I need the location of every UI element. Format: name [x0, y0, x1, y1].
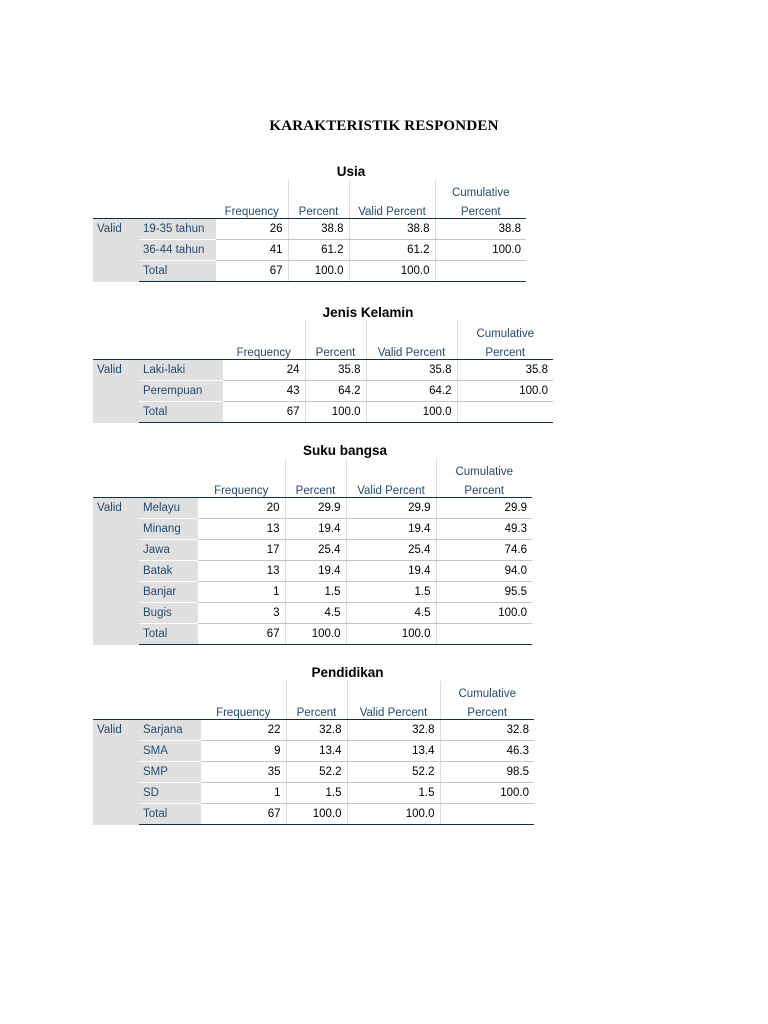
category-label: 19-35 tahun	[139, 219, 216, 240]
cell-frequency: 17	[198, 540, 285, 561]
category-label: SD	[139, 783, 201, 804]
header-percent: Percent	[305, 340, 366, 360]
category-label: SMP	[139, 762, 201, 783]
cell-percent: 1.5	[286, 783, 347, 804]
table-row	[93, 261, 526, 282]
header-blank	[305, 321, 366, 340]
header-blank	[366, 321, 457, 340]
table-row	[93, 240, 526, 261]
header-frequency: Frequency	[198, 478, 285, 498]
table-row	[93, 603, 532, 624]
category-label: Total	[139, 261, 216, 282]
header-blank	[139, 321, 223, 340]
cell-cumulative: 38.8	[435, 219, 526, 240]
header-blank	[93, 340, 139, 360]
valid-label: Valid	[93, 360, 139, 423]
cell-frequency: 13	[198, 519, 285, 540]
cell-valid-percent: 64.2	[366, 381, 457, 402]
cell-percent: 100.0	[288, 261, 349, 282]
cell-frequency: 35	[201, 762, 286, 783]
cell-frequency: 13	[198, 561, 285, 582]
category-label: Total	[139, 624, 198, 645]
cell-frequency: 24	[223, 360, 305, 381]
table-title: Suku bangsa	[302, 443, 388, 458]
cell-cumulative: 29.9	[436, 498, 532, 519]
cell-cumulative: 35.8	[457, 360, 553, 381]
cell-percent: 35.8	[305, 360, 366, 381]
cell-percent: 100.0	[305, 402, 366, 423]
header-blank	[139, 700, 201, 720]
category-label: Melayu	[139, 498, 198, 519]
category-label: Banjar	[139, 582, 198, 603]
header-blank	[288, 180, 349, 199]
frequency-table	[93, 681, 534, 825]
valid-label: Valid	[93, 498, 139, 645]
table-row	[93, 360, 553, 381]
cell-frequency: 41	[216, 240, 288, 261]
cell-valid-percent: 61.2	[349, 240, 435, 261]
header-blank	[93, 321, 139, 340]
cell-cumulative: 98.5	[440, 762, 534, 783]
header-blank	[93, 199, 139, 219]
table-row	[93, 741, 534, 762]
category-label: Minang	[139, 519, 198, 540]
cell-frequency: 67	[201, 804, 286, 825]
header-blank	[346, 459, 436, 478]
header-blank	[139, 180, 216, 199]
category-label: Batak	[139, 561, 198, 582]
header-blank	[198, 459, 285, 478]
cell-valid-percent: 1.5	[347, 783, 440, 804]
cell-percent: 32.8	[286, 720, 347, 741]
category-label: Laki-laki	[139, 360, 223, 381]
table-row	[93, 519, 532, 540]
header-percent: Percent	[286, 700, 347, 720]
cell-valid-percent: 52.2	[347, 762, 440, 783]
header-row	[93, 478, 532, 498]
category-label: 36-44 tahun	[139, 240, 216, 261]
header-percent: Percent	[285, 478, 346, 498]
table-row	[93, 582, 532, 603]
header-blank	[349, 180, 435, 199]
cell-frequency: 67	[216, 261, 288, 282]
cell-frequency: 43	[223, 381, 305, 402]
header-blank	[139, 199, 216, 219]
table-row	[93, 783, 534, 804]
cell-cumulative: 94.0	[436, 561, 532, 582]
cell-percent: 25.4	[285, 540, 346, 561]
header-frequency: Frequency	[223, 340, 305, 360]
cell-cumulative: 100.0	[457, 381, 553, 402]
header-row	[93, 340, 553, 360]
header-valid-percent: Valid Percent	[366, 340, 457, 360]
header-cumulative-line2: Percent	[436, 478, 532, 498]
cell-cumulative: 74.6	[436, 540, 532, 561]
header-blank	[93, 681, 139, 700]
cell-valid-percent: 25.4	[346, 540, 436, 561]
table-title: Jenis Kelamin	[322, 305, 414, 320]
frequency-table	[93, 459, 532, 645]
header-row	[93, 180, 526, 199]
header-cumulative-line2: Percent	[440, 700, 534, 720]
cell-valid-percent: 100.0	[346, 624, 436, 645]
cell-cumulative	[436, 624, 532, 645]
cell-valid-percent: 35.8	[366, 360, 457, 381]
cell-frequency: 3	[198, 603, 285, 624]
table-row	[93, 219, 526, 240]
cell-percent: 19.4	[285, 561, 346, 582]
cell-valid-percent: 1.5	[346, 582, 436, 603]
table-row	[93, 624, 532, 645]
document-title: KARAKTERISTIK RESPONDEN	[269, 118, 499, 134]
frequency-table	[93, 321, 553, 423]
header-row	[93, 321, 553, 340]
header-valid-percent: Valid Percent	[349, 199, 435, 219]
table-title: Usia	[336, 164, 366, 179]
cell-valid-percent: 29.9	[346, 498, 436, 519]
table-row	[93, 540, 532, 561]
cell-valid-percent: 100.0	[366, 402, 457, 423]
cell-cumulative	[435, 261, 526, 282]
cell-frequency: 26	[216, 219, 288, 240]
header-row	[93, 199, 526, 219]
cell-percent: 1.5	[285, 582, 346, 603]
cell-cumulative: 100.0	[435, 240, 526, 261]
category-label: SMA	[139, 741, 201, 762]
header-blank	[223, 321, 305, 340]
header-blank	[93, 478, 139, 498]
cell-percent: 100.0	[286, 804, 347, 825]
header-blank	[201, 681, 286, 700]
cell-cumulative: 100.0	[436, 603, 532, 624]
header-blank	[93, 700, 139, 720]
header-frequency: Frequency	[216, 199, 288, 219]
header-cumulative-line2: Percent	[435, 199, 526, 219]
cell-percent: 64.2	[305, 381, 366, 402]
table-row	[93, 762, 534, 783]
cell-percent: 13.4	[286, 741, 347, 762]
table-row	[93, 561, 532, 582]
valid-label: Valid	[93, 720, 139, 825]
table-row	[93, 804, 534, 825]
category-label: Jawa	[139, 540, 198, 561]
category-label: Total	[139, 402, 223, 423]
cell-percent: 19.4	[285, 519, 346, 540]
cell-percent: 100.0	[285, 624, 346, 645]
table-row	[93, 720, 534, 741]
header-cumulative-line1: Cumulative	[457, 321, 553, 340]
category-label: Sarjana	[139, 720, 201, 741]
header-cumulative-line2: Percent	[457, 340, 553, 360]
frequency-table	[93, 180, 526, 282]
header-blank	[139, 478, 198, 498]
cell-percent: 61.2	[288, 240, 349, 261]
cell-frequency: 67	[198, 624, 285, 645]
cell-valid-percent: 32.8	[347, 720, 440, 741]
header-blank	[216, 180, 288, 199]
cell-cumulative: 100.0	[440, 783, 534, 804]
header-cumulative-line1: Cumulative	[435, 180, 526, 199]
cell-frequency: 1	[201, 783, 286, 804]
cell-valid-percent: 38.8	[349, 219, 435, 240]
cell-cumulative: 95.5	[436, 582, 532, 603]
cell-cumulative: 46.3	[440, 741, 534, 762]
header-frequency: Frequency	[201, 700, 286, 720]
header-blank	[286, 681, 347, 700]
cell-frequency: 20	[198, 498, 285, 519]
valid-label: Valid	[93, 219, 139, 282]
table-row	[93, 498, 532, 519]
header-blank	[93, 180, 139, 199]
header-blank	[139, 681, 201, 700]
header-row	[93, 459, 532, 478]
header-row	[93, 681, 534, 700]
cell-cumulative	[457, 402, 553, 423]
header-valid-percent: Valid Percent	[347, 700, 440, 720]
cell-valid-percent: 13.4	[347, 741, 440, 762]
header-cumulative-line1: Cumulative	[436, 459, 532, 478]
header-blank	[139, 340, 223, 360]
category-label: Bugis	[139, 603, 198, 624]
header-row	[93, 700, 534, 720]
cell-valid-percent: 19.4	[346, 561, 436, 582]
header-percent: Percent	[288, 199, 349, 219]
cell-cumulative: 49.3	[436, 519, 532, 540]
table-title: Pendidikan	[311, 665, 384, 680]
cell-frequency: 9	[201, 741, 286, 762]
category-label: Total	[139, 804, 201, 825]
header-blank	[347, 681, 440, 700]
cell-percent: 4.5	[285, 603, 346, 624]
cell-frequency: 1	[198, 582, 285, 603]
cell-valid-percent: 100.0	[349, 261, 435, 282]
header-valid-percent: Valid Percent	[346, 478, 436, 498]
cell-percent: 38.8	[288, 219, 349, 240]
cell-percent: 29.9	[285, 498, 346, 519]
cell-valid-percent: 19.4	[346, 519, 436, 540]
cell-valid-percent: 100.0	[347, 804, 440, 825]
table-row	[93, 402, 553, 423]
table-row	[93, 381, 553, 402]
cell-cumulative	[440, 804, 534, 825]
cell-valid-percent: 4.5	[346, 603, 436, 624]
cell-frequency: 22	[201, 720, 286, 741]
header-blank	[139, 459, 198, 478]
cell-cumulative: 32.8	[440, 720, 534, 741]
category-label: Perempuan	[139, 381, 223, 402]
header-cumulative-line1: Cumulative	[440, 681, 534, 700]
cell-frequency: 67	[223, 402, 305, 423]
cell-percent: 52.2	[286, 762, 347, 783]
header-blank	[93, 459, 139, 478]
header-blank	[285, 459, 346, 478]
